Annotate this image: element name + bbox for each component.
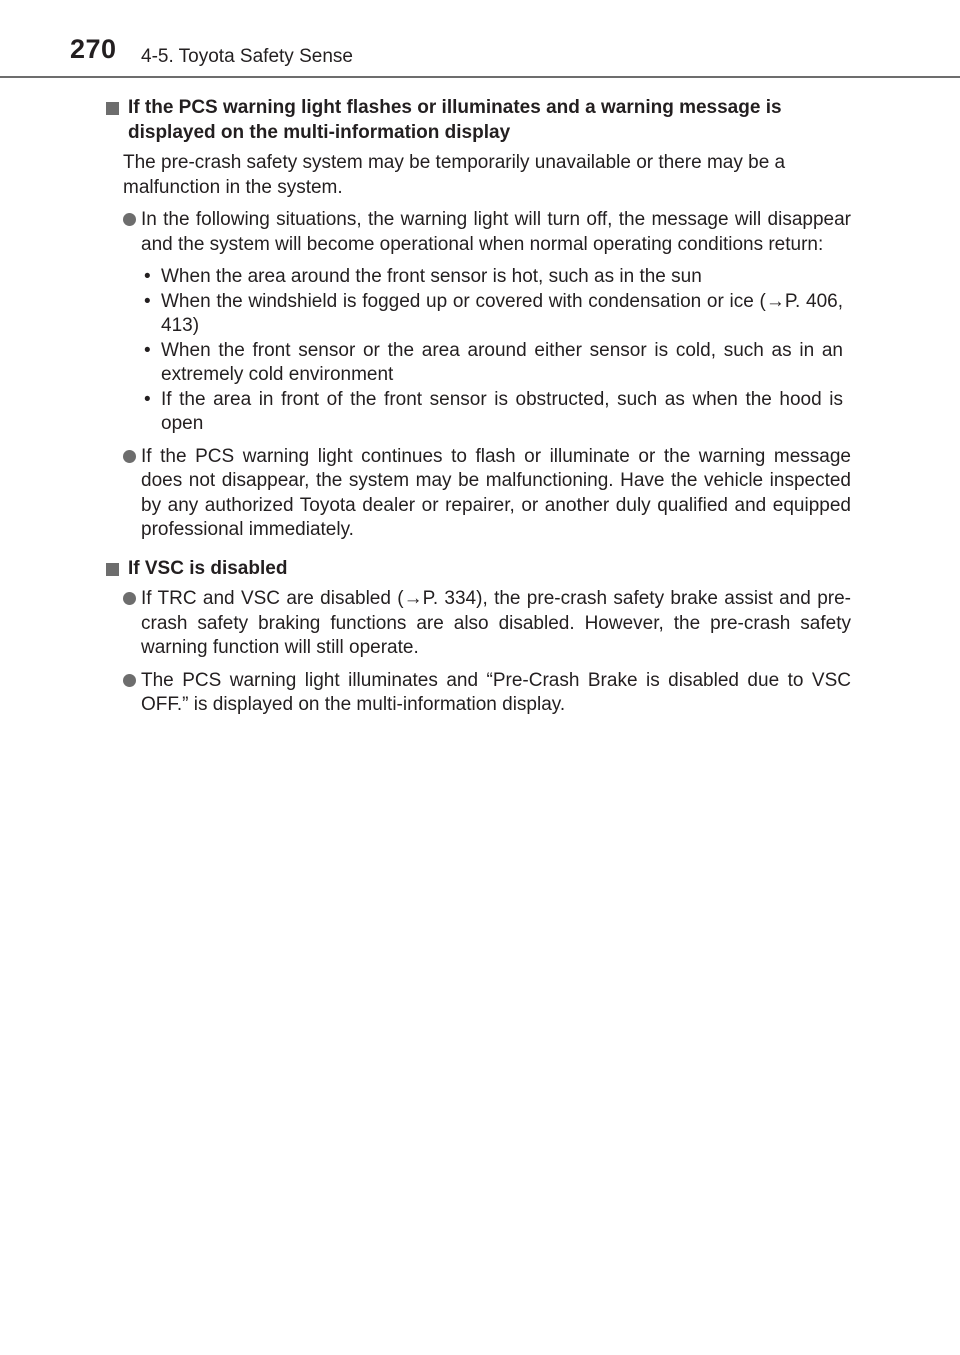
sub-list — [106, 265, 851, 437]
bullet-text: If the PCS warning light continues to flash or illuminate or the warning message does not disappear, the system may be malfunctioning. Have the vehicle inspected by any authorized Toyota dealer or repairer, or another duly qualified and equipped professional immediately. — [141, 445, 851, 540]
circle-bullet-icon — [123, 674, 136, 687]
bullet-text: If TRC and VSC are disabled (→P. 334), the pre-crash safety brake assist and pre-crash safety braking functions are also disabled. However, the pre-crash safety warning function will still operate. — [141, 588, 851, 658]
bullet-item — [106, 587, 851, 661]
page-header — [0, 0, 960, 80]
circle-bullet-icon — [123, 450, 136, 463]
page-number: 270 — [70, 34, 117, 64]
bullet-item — [106, 445, 851, 543]
bullet-item — [106, 669, 851, 718]
sub-list-item: • If the area in front of the front sensor is obstructed, such as when the hood is open — [106, 388, 851, 437]
chapter-title: 4-5. Toyota Safety Sense — [141, 46, 353, 67]
page-content — [106, 96, 851, 726]
section-heading — [106, 96, 851, 145]
section-heading-text: If the PCS warning light flashes or illuminates and a warning message is displayed on the multi-information display — [128, 97, 782, 143]
header-rule — [0, 76, 960, 78]
sub-list-item: • When the windshield is fogged up or covered with condensation or ice (→P. 406, 413) — [106, 290, 851, 339]
bullet-item — [106, 208, 851, 257]
section-heading — [106, 557, 851, 582]
sub-list-item: • When the area around the front sensor is hot, such as in the sun — [106, 265, 851, 290]
circle-bullet-icon — [123, 213, 136, 226]
bullet-text: The PCS warning light illuminates and “Pre-Crash Brake is disabled due to VSC OFF.” is displayed on the multi-information display. — [141, 669, 851, 715]
square-bullet-icon — [106, 563, 119, 576]
section-paragraph: The pre-crash safety system may be temporarily unavailable or there may be a malfunction in the system. — [123, 152, 786, 198]
square-bullet-icon — [106, 102, 119, 115]
bullet-text: In the following situations, the warning light will turn off, the message will disappear and the system will become operational when normal operating conditions return: — [141, 209, 851, 255]
section-heading-text: If VSC is disabled — [128, 557, 288, 579]
sub-list-item: • When the front sensor or the area around either sensor is cold, such as in an extremely cold environment — [106, 339, 851, 388]
circle-bullet-icon — [123, 592, 136, 605]
